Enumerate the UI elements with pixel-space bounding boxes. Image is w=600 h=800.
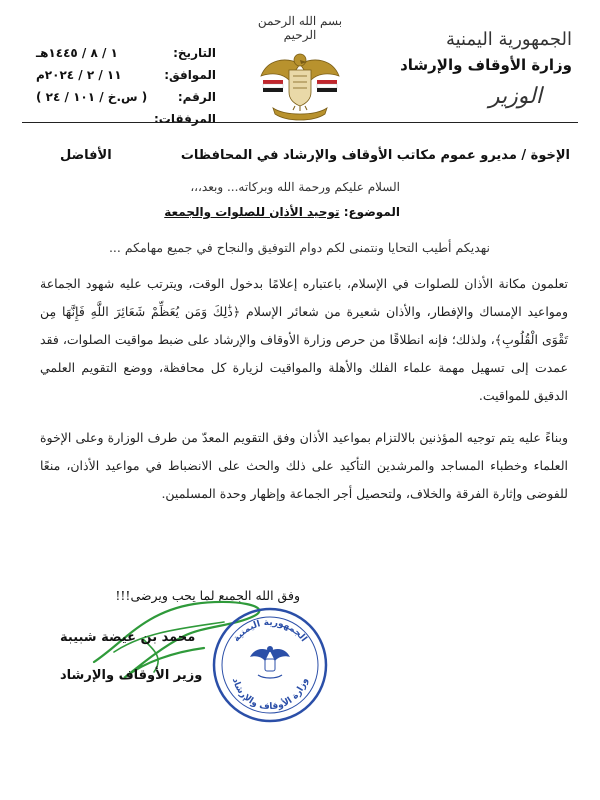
yemen-eagle-emblem-icon (255, 46, 345, 126)
subject-label: الموضوع: (343, 205, 400, 219)
signatory-title: وزير الأوقاف والإرشاد (60, 668, 203, 683)
subject-line (164, 205, 400, 219)
honorific: الأفاضل (60, 148, 112, 163)
date-hijri-value: ١ / ٨ / ١٤٤٥هـ (36, 46, 118, 60)
date-hijri-row (36, 42, 216, 64)
closing-line: وفق الله الجميع لما يحب ويرضى!!! (115, 588, 300, 603)
signatory-name: محمد بن عيضة شبيبة (60, 630, 196, 645)
official-round-stamp-icon (210, 605, 330, 725)
attachments-label: المرفقات: (154, 112, 216, 126)
office-name: الوزير (488, 84, 542, 109)
republic-name: الجمهورية اليمنية (445, 29, 572, 50)
svg-text:الجمهورية اليمنية (232, 618, 309, 644)
reference-number-label: الرقم: (177, 90, 216, 104)
opening-line: نهديكم أطيب التحايا ونتمنى لكم دوام التوفيق والنجاح في جميع مهامكم ... (108, 240, 490, 255)
svg-text:وزارة الأوقاف والإرشاد (230, 677, 310, 712)
reference-number-row (36, 86, 216, 108)
letter-body (40, 270, 568, 522)
basmala: بسم الله الرحمن الرحيم (257, 14, 343, 42)
greeting: السلام عليكم ورحمة الله وبركاته... وبعد،،، (190, 180, 400, 194)
ministry-name: وزارة الأوقاف والإرشاد (400, 56, 572, 74)
stamp-top-text: الجمهورية اليمنية (231, 617, 309, 644)
body-paragraph-1: تعلمون مكانة الأذان للصلوات في الإسلام، باعتباره إعلامًا بدخول الوقت، ويترتب عليه شهود الجماعة ومواعيد الإمساك والإفطار، والأذان شعيرة من شعائر الإسلام ﴿ذَٰلِكَ وَمَن يُعَظِّمْ شَعَائِرَ اللَّهِ فَإِنَّهَا مِن تَقْوَى الْقُلُوبِ﴾، ولذلك؛ فإنه انطلاقًا من حرص وزارة الأوقاف والإرشاد على ضبط مواقيت الصلوات، فقد عمدت إلى تسهيل مهمة علماء الفلك والأهلة والمواقيت لزيارة كل محافظة، ووضع التقويم العلمي الدقيق للمواقيت. (40, 276, 568, 403)
reference-number-value: ( س.خ / ١٠١ / ٢٤ ) (36, 90, 148, 104)
addressee: الإخوة / مديرو عموم مكاتب الأوقاف والإرشاد في المحافظات (180, 148, 570, 163)
body-paragraph-2: وبناءً عليه يتم توجيه المؤذنين بالالتزام بمواعيد الأذان وفق التقويم المعدّ من طرف الوزارة وعلى الإخوة العلماء وخطباء المساجد والمرشدين التأكيد على ذلك والحث على الانضباط في مواعيد الأذان، منعًا للفوضى وإثارة الفرقة والخلاف، ولتحصيل أجر الجماعة وإظهار وحدة المسلمين. (40, 430, 568, 501)
letterhead-ministry (392, 28, 572, 112)
attachments-row (36, 108, 216, 130)
letterhead-emblem-block (240, 14, 360, 130)
date-gregorian-value: ١١ / ٢ / ٢٠٢٤م (36, 68, 122, 82)
header-divider (22, 122, 578, 123)
date-hijri-label: التاريخ: (173, 46, 216, 60)
date-gregorian-row (36, 64, 216, 86)
date-gregorian-label: الموافق: (164, 68, 216, 82)
subject-text: توحيد الأذان للصلوات والجمعة (164, 205, 340, 219)
stamp-bottom-text: وزارة الأوقاف والإرشاد (229, 676, 311, 713)
reference-block (36, 42, 216, 130)
